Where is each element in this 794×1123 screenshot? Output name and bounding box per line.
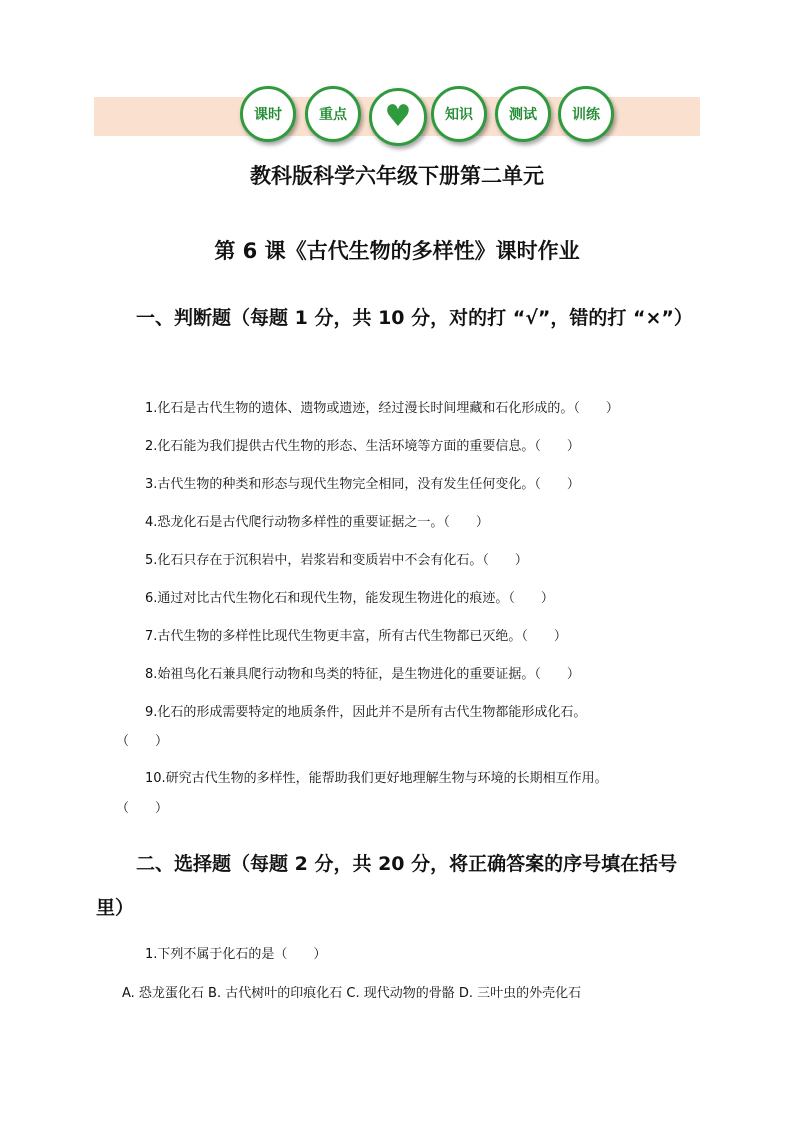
answer-bracket: （ ）	[116, 734, 169, 749]
question-item: 6.通过对比古代生物化石和现代生物，能发现生物进化的痕迹。（ ）	[145, 591, 554, 606]
question-item: 7.古代生物的多样性比现代生物更丰富，所有古代生物都已灭绝。（ ）	[145, 629, 567, 644]
question-item: 8.始祖鸟化石兼具爬行动物和鸟类的特征，是生物进化的重要证据。（ ）	[145, 667, 580, 682]
question-item: 1.下列不属于化石的是（ ）	[145, 947, 327, 962]
question-item: 1.化石是古代生物的遗体、遗物或遗迹，经过漫长时间埋藏和石化形成的。（ ）	[145, 401, 619, 416]
badge-xunlian	[558, 86, 614, 142]
badge-heart	[369, 88, 427, 146]
question-item: 3.古代生物的种类和形态与现代生物完全相同，没有发生任何变化。（ ）	[145, 477, 580, 492]
badge-label: 课时	[254, 107, 282, 123]
document-title: 教科版科学六年级下册第二单元	[250, 164, 544, 188]
badge-label: 重点	[319, 107, 347, 123]
badge-keshi	[240, 86, 296, 142]
badge-ceshi	[495, 86, 551, 142]
answer-options: A. 恐龙蛋化石 B. 古代树叶的印痕化石 C. 现代动物的骨骼 D. 三叶虫的外壳化石	[122, 986, 582, 1001]
badge-label: 训练	[572, 107, 600, 123]
section1-heading: 一、判断题（每题 1 分，共 10 分，对的打 “√”，错的打 “×”）	[136, 307, 693, 329]
answer-bracket: （ ）	[116, 801, 169, 816]
question-item: 4.恐龙化石是古代爬行动物多样性的重要证据之一。（ ）	[145, 515, 489, 530]
badge-label: 知识	[445, 107, 473, 123]
section2-heading: 二、选择题（每题 2 分，共 20 分，将正确答案的序号填在括号里）	[96, 853, 678, 919]
badge-label: 测试	[509, 107, 537, 123]
question-item: 2.化石能为我们提供古代生物的形态、生活环境等方面的重要信息。（ ）	[145, 439, 580, 454]
badge-zhishi	[431, 86, 487, 142]
question-item: 10.研究古代生物的多样性，能帮助我们更好地理解生物与环境的长期相互作用。	[145, 771, 608, 786]
badge-zhongdian	[305, 86, 361, 142]
question-item: 9.化石的形成需要特定的地质条件，因此并不是所有古代生物都能形成化石。	[145, 705, 587, 720]
document-subtitle: 第 6 课《古代生物的多样性》课时作业	[214, 239, 580, 263]
heart-icon: ♥	[384, 99, 412, 134]
question-item: 5.化石只存在于沉积岩中，岩浆岩和变质岩中不会有化石。（ ）	[145, 553, 528, 568]
